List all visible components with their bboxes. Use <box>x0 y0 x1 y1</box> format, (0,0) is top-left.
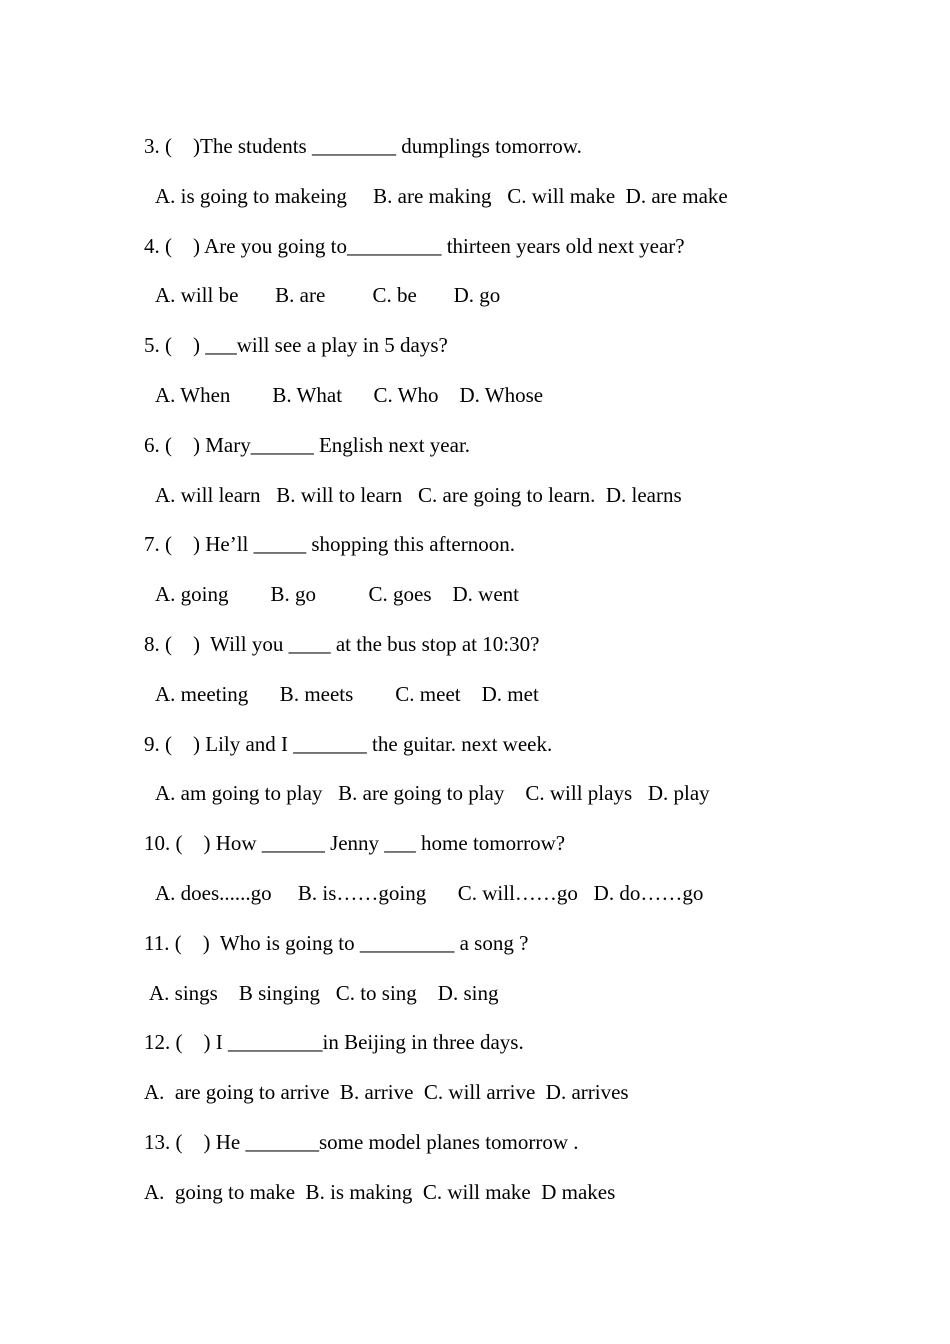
question-7-stem: 7. ( ) He’ll _____ shopping this afternoon. <box>144 532 515 557</box>
question-5-stem: 5. ( ) ___will see a play in 5 days? <box>144 333 448 358</box>
question-6-options: A. will learn B. will to learn C. are going to learn. D. learns <box>155 482 682 507</box>
question-5-options: A. When B. What C. Who D. Whose <box>155 382 544 407</box>
question-12-stem: 12. ( ) I _________in Beijing in three days. <box>144 1030 524 1055</box>
question-3-options: A. is going to makeing B. are making C. will make D. are make <box>155 183 728 208</box>
question-10-stem: 10. ( ) How ______ Jenny ___ home tomorrow? <box>144 831 566 856</box>
question-4-stem: 4. ( ) Are you going to_________ thirteen years old next year? <box>144 233 685 258</box>
question-3-stem: 3. ( )The students ________ dumplings tomorrow. <box>144 134 582 158</box>
question-8-options: A. meeting B. meets C. meet D. met <box>155 681 539 706</box>
question-12-options: A. are going to arrive B. arrive C. will arrive D. arrives <box>144 1080 629 1105</box>
question-13-stem: 13. ( ) He _______some model planes tomorrow . <box>144 1129 579 1154</box>
question-8-stem: 8. ( ) Will you ____ at the bus stop at 10:30? <box>144 631 540 656</box>
question-13-options: A. going to make B. is making C. will make D makes <box>144 1179 616 1204</box>
question-9-options: A. am going to play B. are going to play C. will plays D. play <box>155 781 710 806</box>
question-6-stem: 6. ( ) Mary______ English next year. <box>144 432 471 457</box>
question-9-stem: 9. ( ) Lily and I _______ the guitar. next week. <box>144 731 553 756</box>
question-4-options: A. will be B. are C. be D. go <box>155 283 501 308</box>
question-7-options: A. going B. go C. goes D. went <box>155 582 519 607</box>
question-11-stem: 11. ( ) Who is going to _________ a song ? <box>144 930 529 955</box>
question-10-options: A. does......go B. is……going C. will……go D. do……go <box>155 880 704 905</box>
question-list <box>144 134 844 1230</box>
question-11-options: A. sings B singing C. to sing D. sing <box>149 980 499 1005</box>
